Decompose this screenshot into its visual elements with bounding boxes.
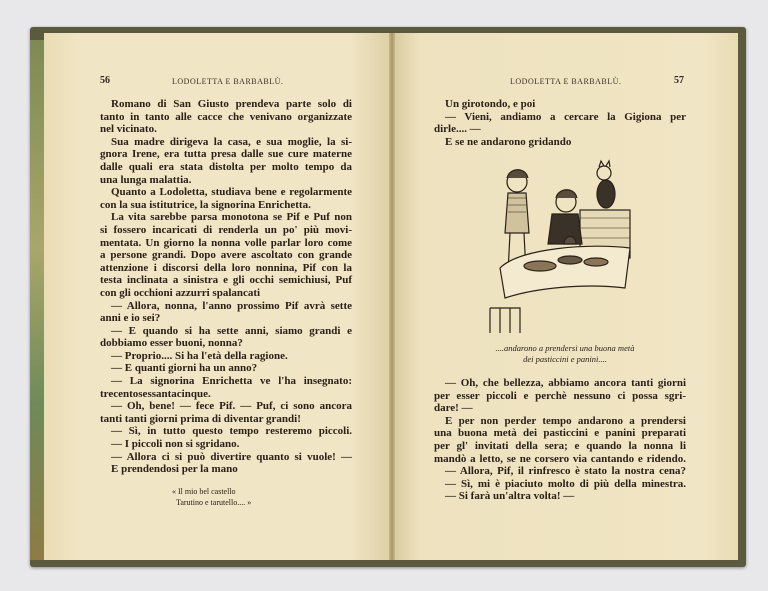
text-line: mentata. Un giorno la nonna volle parlar loro come (100, 236, 352, 249)
text-line: — Proprio.... Si ha l'età della ragione. (111, 349, 288, 362)
text-line: per esser piccoli e perchè nessuno ci possa sgri- (434, 389, 686, 402)
text-line: — Si farà un'altra volta! — (445, 490, 575, 503)
caption-line: dei pasticcini e panini.... (523, 354, 607, 364)
text-line: nel vicinato. (100, 123, 157, 136)
quote-line: « Il mio bel castello (172, 487, 236, 496)
text-line: Romano di San Giusto prendeva parte solo di (111, 98, 352, 110)
left-running-head: LODOLETTA E BARBABLÙ. (172, 77, 284, 86)
children-table-illustration (480, 158, 640, 338)
text-line: una lunga malattia. (100, 173, 192, 186)
text-line: con gli occhioni azzurri spalancati (100, 286, 261, 299)
text-line: mandò a letto, se ne corsero via cantando e ridendo. (434, 452, 686, 465)
left-page-number: 56 (100, 75, 110, 86)
text-line: — Oh, che bellezza, abbiamo ancora tanti giorni (445, 377, 686, 389)
text-line: dalle quali era stata distolta per molto tempo da (100, 160, 352, 173)
illustration-caption (440, 343, 690, 365)
text-line: trecentosessantacinque. (100, 387, 211, 400)
text-line: E prendendosi per la mano (111, 463, 238, 476)
right-body-text-bottom (434, 377, 686, 503)
text-line: tanti tanti giorni prima di diventar grandi! (100, 412, 301, 425)
text-line: — Vieni, andiamo a cercare la Gigiona per (445, 110, 686, 123)
text-line: — Allora, Pif, il rinfresco è stato la nostra cena? (445, 465, 686, 478)
quote-line: Tarutino e tarutello.... » (176, 498, 252, 507)
left-body-text (100, 98, 352, 476)
cover-edge (30, 40, 44, 560)
text-line: con la sua istitutrice, la signorina Enrichetta. (100, 198, 311, 211)
text-line: — E quanti giorni ha un anno? (111, 362, 258, 375)
text-line: — La signorina Enrichetta ve l'ha insegnato: (111, 375, 352, 388)
text-line: a persone grandi. Dopo avere ascoltato con grande (100, 249, 352, 262)
text-line: — Oh, bene! — fece Pif. — Puf, ci sono ancora (111, 400, 352, 413)
text-line: dare! — (434, 402, 473, 415)
text-line: dobbiamo esser buoni, nonna? (100, 337, 243, 350)
text-line: E se ne andarono gridando (445, 135, 572, 148)
text-line: una buona metà dei pasticcini e panini preparati (434, 427, 686, 440)
text-line: — Allora, nonna, l'anno prossimo Pif avrà sette (111, 299, 352, 312)
text-line: Quanto a Lodoletta, studiava bene e regolarmente (111, 186, 352, 199)
text-line: — I piccoli non si sgridano. (111, 438, 240, 451)
caption-line: ....andarono a prendersi una buona metà (495, 343, 635, 353)
text-line: gnora Irene, era tutta presa dalle sue cure materne (100, 148, 352, 161)
text-line: si fossero incaricati di renderla un po' più movi- (100, 223, 352, 236)
right-page-number: 57 (674, 75, 684, 86)
song-quote (172, 486, 251, 508)
text-line: La vita sarebbe parsa monotona se Pif e Puf non (111, 211, 352, 224)
text-line: Sua madre dirigeva la casa, e sua moglie, la si- (111, 135, 352, 148)
book-gutter (389, 33, 395, 560)
text-line: E per non perder tempo andarono a prendersi (445, 414, 686, 427)
text-line: — Allora ci si può divertire quanto si vuole! — (111, 450, 352, 463)
text-line: attenzione i discorsi della loro nonnina, Pif con la (100, 261, 352, 274)
text-line: dirle.... — (434, 123, 481, 136)
right-body-text-top (434, 98, 686, 148)
text-line: — Sì, in tutto questo tempo resteremo piccoli. (111, 425, 352, 438)
text-line: anni e io sei? (100, 312, 161, 325)
text-line: — E quando si ha sette anni, siamo grandi e (111, 324, 352, 337)
text-line: tanto in tanto alle cacce che venivano organizzate (100, 110, 352, 123)
text-line: — Sì, mi è piaciuto molto di più della minestra. (445, 477, 686, 490)
right-running-head: LODOLETTA E BARBABLÙ. (510, 77, 622, 86)
text-line: testa inclinata a sinistra e gli occhi semichiusi, Puf (100, 274, 352, 287)
text-line: Un girotondo, e poi (445, 98, 536, 110)
text-line: per gl' invitati della sera; e quando la nonna li (434, 439, 686, 452)
